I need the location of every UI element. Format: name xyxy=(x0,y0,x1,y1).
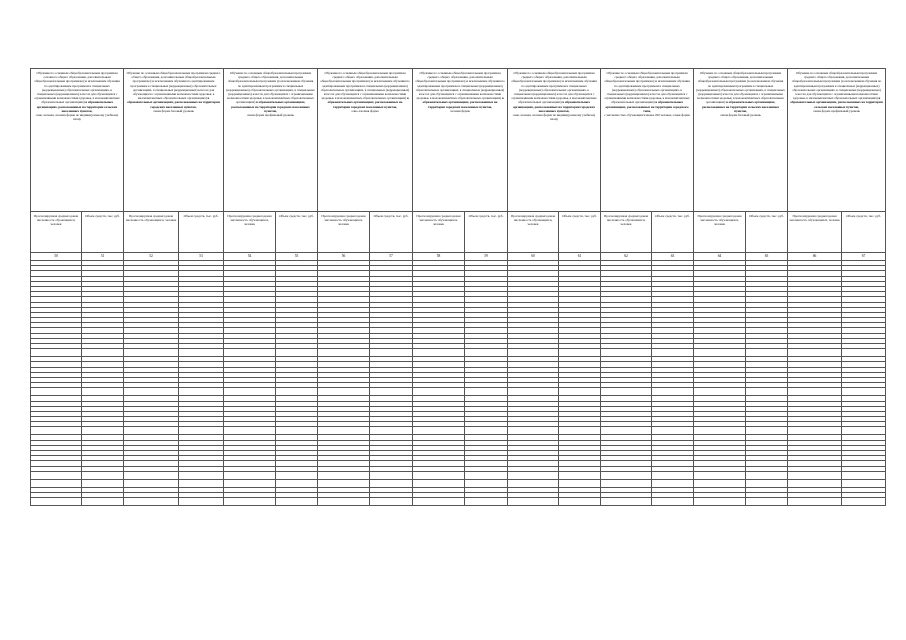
table-cell xyxy=(601,471,652,479)
table-cell xyxy=(601,498,652,506)
table-cell xyxy=(694,349,746,357)
table-cell xyxy=(370,349,413,357)
group-header-bold: в образовательных организациях, расположенных на территории городских населенных пунктов, xyxy=(127,96,220,109)
column-number: 55 xyxy=(276,253,318,261)
table-cell xyxy=(508,471,559,479)
table-cell xyxy=(746,471,788,479)
table-cell xyxy=(601,427,652,435)
table-cell xyxy=(124,349,179,357)
table-cell xyxy=(465,349,508,357)
group-header-form: заочная форма xyxy=(450,108,470,113)
column-number: 51 xyxy=(82,253,124,261)
table-cell xyxy=(82,479,124,487)
table-cell xyxy=(318,388,370,396)
table-cell xyxy=(465,471,508,479)
table-cell xyxy=(652,388,694,396)
table-cell xyxy=(842,479,886,487)
group-header xyxy=(788,69,886,212)
table-cell xyxy=(508,349,559,357)
group-header-bold: в образовательных организациях, расположенных на территории городских населенных пунктов, xyxy=(327,96,409,109)
table-cell xyxy=(465,479,508,487)
table-cell xyxy=(276,349,318,357)
column-number: 58 xyxy=(413,253,465,261)
group-header-text: Обучение по основным общеобразовательным программам среднего общего образования, дополнительным общеобразовательным программам (за исключением обучения по адаптированным программам в специальных (коррекционных) образовательных организациях, в специальных (коррекционных) классах для обучающихся с ограниченными возможностями здоровья, в малокомплектных образовательных организациях) xyxy=(511,71,597,105)
table-cell xyxy=(370,479,413,487)
table-cell xyxy=(124,471,179,479)
table-row xyxy=(31,498,886,506)
group-header-text: Обучение по основным общеобразовательным программам основного общего образования, дополнительным общеобразовательным программам (за исключением обучения по адаптированным программам в специальных (коррекционных) образовательных организациях, в специальных (коррекционных) классах для обучающихся с ограниченными возможностями здоровья, в малокомплектных образовательных организациях) xyxy=(34,71,120,105)
table-cell xyxy=(179,349,224,357)
group-header-form: очная форма профильный уровень xyxy=(247,113,294,118)
column-number: 66 xyxy=(788,253,842,261)
group-header xyxy=(224,69,318,212)
table-cell xyxy=(652,349,694,357)
table-row xyxy=(31,471,886,479)
table-cell xyxy=(746,388,788,396)
table-cell xyxy=(652,479,694,487)
column-number: 56 xyxy=(318,253,370,261)
table-cell xyxy=(276,471,318,479)
table-cell xyxy=(276,388,318,396)
table-cell xyxy=(276,498,318,506)
table-cell xyxy=(82,427,124,435)
column-number: 61 xyxy=(559,253,601,261)
group-header xyxy=(124,69,224,212)
group-header-form: очная форма базовый уровень xyxy=(153,108,194,113)
group-header-form: очная форма профильный уровень xyxy=(813,108,860,113)
table-cell xyxy=(694,479,746,487)
table-cell xyxy=(559,498,601,506)
group-header-form: очно-заочная форма xyxy=(351,108,379,113)
table-cell xyxy=(224,388,276,396)
group-header xyxy=(413,69,508,212)
table-cell xyxy=(179,471,224,479)
table-cell xyxy=(318,471,370,479)
funding-volume-header: Объем средств, тыс. руб. xyxy=(559,212,601,253)
table-cell xyxy=(559,349,601,357)
table-cell xyxy=(508,498,559,506)
group-header-text: Обучение по основным общеобразовательным программам среднего общего образования, дополнительным общеобразовательным программам (за исключением обучения по адаптированным программам в специальных (коррекционных) образовательных организациях, в специальных (коррекционных) классах для обучающихся с ограниченными возможностями здоровья, в малокомплектных образовательных организациях) xyxy=(696,71,785,105)
table-cell xyxy=(601,479,652,487)
table-cell xyxy=(413,349,465,357)
table-cell xyxy=(413,427,465,435)
table-cell xyxy=(124,479,179,487)
funding-volume-header: Объем средств, тыс. руб. xyxy=(276,212,318,253)
table-cell xyxy=(746,479,788,487)
table-cell xyxy=(601,388,652,396)
table-cell xyxy=(746,427,788,435)
group-header-text: Обучение по основным общеобразовательным программам среднего общего образования, дополнительным общеобразовательным программам (за исключением обучения по адаптированным программам в специальных (коррекционных) образовательных организациях, в специальных (коррекционных) классах для обучающихся с ограниченными возможностями здоровья, в малокомплектных образовательных организациях) xyxy=(415,71,505,101)
student-count-header: Прогнозируемая среднегодовая численность обучающихся, человек xyxy=(788,212,842,253)
table-cell xyxy=(224,498,276,506)
table-cell xyxy=(788,388,842,396)
student-count-header: Прогнозируемая среднегодовая численность обучающихся, человек xyxy=(31,212,82,253)
table-cell xyxy=(465,498,508,506)
group-header xyxy=(601,69,694,212)
table-cell xyxy=(559,427,601,435)
table-cell xyxy=(508,427,559,435)
group-header xyxy=(694,69,788,212)
column-number: 57 xyxy=(370,253,413,261)
table-cell xyxy=(179,479,224,487)
group-header-text: Обучение по основным общеобразовательным программам среднего общего образования, дополнительным общеобразовательным программам (за исключением обучения по адаптированным программам в специальных (коррекционных) образовательных организациях, в специальных (коррекционных) классах для обучающихся с ограниченными возможностями здоровья, в малокомплектных образовательных организациях) xyxy=(604,71,690,105)
table-cell xyxy=(318,427,370,435)
column-number: 59 xyxy=(465,253,508,261)
table-cell xyxy=(370,427,413,435)
table-cell xyxy=(413,388,465,396)
table-cell xyxy=(413,471,465,479)
group-header-bold: в образовательных организациях, расположенных на территории городских населенных пунктов, xyxy=(422,96,504,109)
table-cell xyxy=(82,498,124,506)
table-cell xyxy=(694,427,746,435)
table-cell xyxy=(559,479,601,487)
table-cell xyxy=(508,388,559,396)
table-cell xyxy=(82,388,124,396)
table-cell xyxy=(842,471,886,479)
group-header-form: с численностью обучающихся менее 450 человек, очная форма xyxy=(604,113,690,118)
table-cell xyxy=(124,388,179,396)
table-cell xyxy=(508,479,559,487)
table-cell xyxy=(788,471,842,479)
table-cell xyxy=(31,479,82,487)
table-cell xyxy=(413,498,465,506)
table-cell xyxy=(465,427,508,435)
table-cell xyxy=(31,471,82,479)
funding-volume-header: Объем средств, тыс. руб. xyxy=(652,212,694,253)
column-number: 52 xyxy=(124,253,179,261)
table-cell xyxy=(82,471,124,479)
column-number: 62 xyxy=(601,253,652,261)
table-cell xyxy=(224,471,276,479)
table-cell xyxy=(746,349,788,357)
table-cell xyxy=(413,479,465,487)
student-count-header: Прогнозируемая среднегодовая численность обучающихся, человек xyxy=(124,212,179,253)
funding-volume-header: Объем средств, тыс. руб. xyxy=(370,212,413,253)
table-cell xyxy=(276,479,318,487)
student-count-header: Прогнозируемая среднегодовая численность обучающихся, человек xyxy=(601,212,652,253)
table-cell xyxy=(318,498,370,506)
table-cell xyxy=(465,388,508,396)
table-cell xyxy=(124,498,179,506)
student-count-header: Прогнозируемая среднегодовая численность обучающихся, человек xyxy=(508,212,559,253)
table-cell xyxy=(694,498,746,506)
group-header xyxy=(318,69,413,212)
table-cell xyxy=(370,388,413,396)
table-row xyxy=(31,427,886,435)
table-cell xyxy=(224,479,276,487)
column-number: 67 xyxy=(842,253,886,261)
table-cell xyxy=(601,349,652,357)
funding-volume-header: Объем средств, тыс. руб. xyxy=(746,212,788,253)
table-cell xyxy=(842,427,886,435)
table-cell xyxy=(842,498,886,506)
table-cell xyxy=(224,427,276,435)
group-header xyxy=(508,69,601,212)
table-cell xyxy=(652,471,694,479)
table-cell xyxy=(559,388,601,396)
table-cell xyxy=(224,349,276,357)
table-cell xyxy=(179,427,224,435)
table-cell xyxy=(788,498,842,506)
table-cell xyxy=(31,388,82,396)
table-cell xyxy=(124,427,179,435)
table-cell xyxy=(276,427,318,435)
table-cell xyxy=(746,498,788,506)
group-header-bold: в образовательных организациях, расположенных на территории городских населенных пунктов, xyxy=(231,100,310,113)
group-header-text: Обучение по основным общеобразовательным программам среднего общего образования, дополнительным общеобразовательным программам (за исключением обучения по адаптированным программам в специальных (коррекционных) образовательных организациях, в специальных (коррекционных) классах для обучающихся с ограниченными возможностями здоровья, в малокомплектных образовательных организациях) xyxy=(320,71,410,101)
funding-volume-header: Объем средств, тыс. руб. xyxy=(179,212,224,253)
document-table-fragment xyxy=(30,68,885,506)
table-row xyxy=(31,349,886,357)
student-count-header: Прогнозируемая среднегодовая численность обучающихся, человек xyxy=(224,212,276,253)
column-number: 50 xyxy=(31,253,82,261)
table-cell xyxy=(179,498,224,506)
student-count-header: Прогнозируемая среднегодовая численность обучающихся, человек xyxy=(413,212,465,253)
column-number: 54 xyxy=(224,253,276,261)
group-header-bold: в образовательных организациях, расположенных на территории сельских населенных пунктов, xyxy=(790,96,883,109)
budget-table xyxy=(30,68,886,506)
table-cell xyxy=(82,349,124,357)
table-row xyxy=(31,479,886,487)
table-cell xyxy=(179,388,224,396)
column-number: 60 xyxy=(508,253,559,261)
group-header-form: очно-заочная, заочная форма по индивидуальному учебному плану xyxy=(35,113,119,122)
group-header-bold: в образовательных организациях, расположенных на территории городских населенных пунктов, xyxy=(513,100,595,113)
column-number: 63 xyxy=(652,253,694,261)
funding-volume-header: Объем средств, тыс. руб. xyxy=(82,212,124,253)
group-header-text: Обучение по основным общеобразовательным программам среднего общего образования, дополнительным общеобразовательным программам (за исключением обучения по адаптированным программам в специальных (коррекционных) образовательных организациях, в специальных (коррекционных) классах для обучающихся с ограниченными возможностями здоровья, в малокомплектных образовательных организациях) xyxy=(126,71,221,101)
table-row xyxy=(31,388,886,396)
group-header-bold: в образовательных организациях, расположенных на территории городского типа, xyxy=(605,100,689,113)
table-cell xyxy=(559,471,601,479)
table-cell xyxy=(788,349,842,357)
sub-header-row xyxy=(31,212,886,253)
column-number-row xyxy=(31,253,886,261)
table-cell xyxy=(788,427,842,435)
group-header-bold: в образовательных организациях, расположенных на территории сельских населенных пунктов, xyxy=(702,100,780,113)
column-number: 53 xyxy=(179,253,224,261)
group-header-form: очно-заочная, заочная форма по индивидуальному учебному плану xyxy=(512,113,596,122)
group-header-form: очная форма базовый уровень xyxy=(720,113,761,118)
table-cell xyxy=(652,498,694,506)
table-cell xyxy=(694,471,746,479)
table-cell xyxy=(842,349,886,357)
student-count-header: Прогнозируемая среднегодовая численность обучающихся, человек xyxy=(694,212,746,253)
column-number: 64 xyxy=(694,253,746,261)
table-cell xyxy=(318,479,370,487)
table-cell xyxy=(370,498,413,506)
table-cell xyxy=(31,498,82,506)
group-header-row xyxy=(31,69,886,212)
group-header-bold: в образовательных организациях, расположенных на территории сельских населенных пунктов, xyxy=(36,100,118,113)
group-header-text: Обучение по основным общеобразовательным программам среднего общего образования, дополнительным общеобразовательным программам (за исключением обучения по адаптированным программам в специальных (коррекционных) образовательных организациях, в специальных (коррекционных) классах для обучающихся с ограниченными возможностями здоровья, в малокомплектных образовательных организациях) xyxy=(791,71,882,101)
group-header-text: Обучение по основным общеобразовательным программам среднего общего образования, дополнительным общеобразовательным программам (за исключением обучения по адаптированным программам в специальных (коррекционных) образовательных организациях, в специальных (коррекционных) классах для обучающихся с ограниченными возможностями здоровья, в малокомплектных образовательных организациях) xyxy=(226,71,315,105)
student-count-header: Прогнозируемая среднегодовая численность обучающихся, человек xyxy=(318,212,370,253)
table-cell xyxy=(31,427,82,435)
group-header xyxy=(31,69,124,212)
column-number: 65 xyxy=(746,253,788,261)
table-cell xyxy=(370,471,413,479)
table-cell xyxy=(788,479,842,487)
funding-volume-header: Объем средств, тыс. руб. xyxy=(465,212,508,253)
table-cell xyxy=(694,388,746,396)
table-cell xyxy=(31,349,82,357)
table-cell xyxy=(652,427,694,435)
table-cell xyxy=(318,349,370,357)
table-cell xyxy=(842,388,886,396)
funding-volume-header: Объем средств, тыс. руб. xyxy=(842,212,886,253)
